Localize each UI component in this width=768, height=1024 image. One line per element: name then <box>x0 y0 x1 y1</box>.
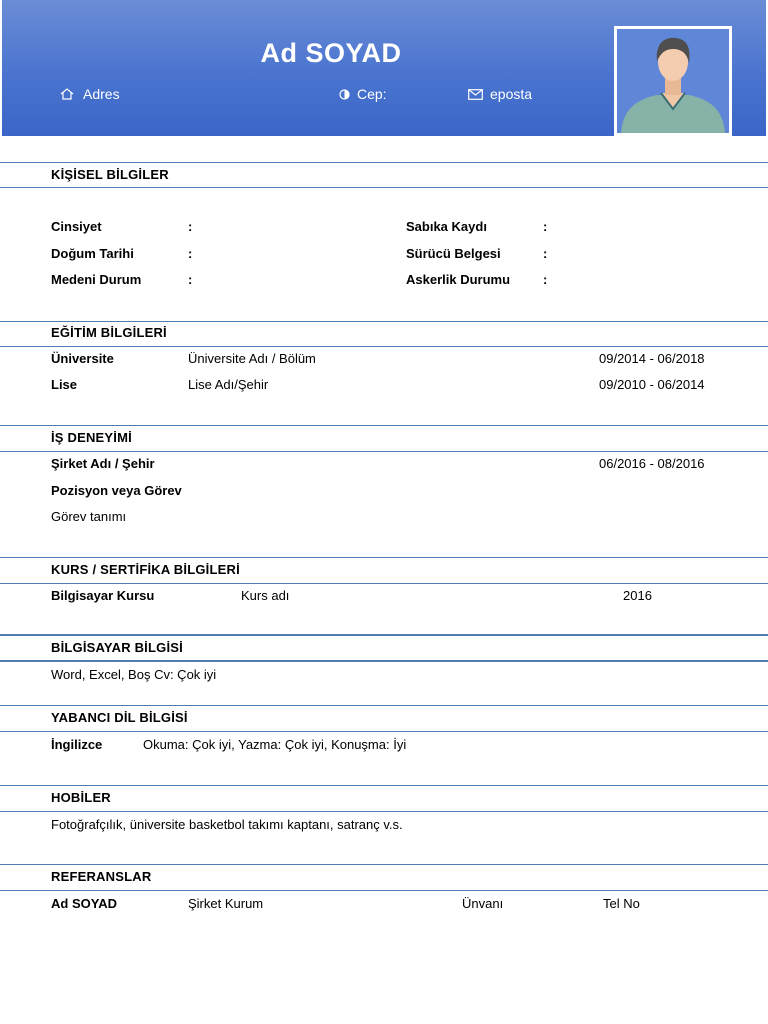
course-year: 2016 <box>623 588 652 603</box>
experience-description: Görev tanımı <box>51 509 127 524</box>
reference-company: Şirket Kurum <box>188 896 264 911</box>
person-avatar-icon <box>617 29 729 133</box>
person-name: Ad SOYAD <box>260 38 402 68</box>
colon: : <box>543 246 548 261</box>
language-name: İngilizce <box>51 737 103 752</box>
divider <box>0 321 768 322</box>
education-level: Üniversite <box>51 351 114 366</box>
experience-dates: 06/2016 - 08/2016 <box>599 456 705 471</box>
section-title-courses: KURS / SERTİFİKA BİLGİLERİ <box>51 562 240 577</box>
reference-name: Ad SOYAD <box>51 896 117 911</box>
label-gender: Cinsiyet <box>51 219 102 234</box>
reference-role: Ünvanı <box>462 896 504 911</box>
home-icon <box>60 88 76 100</box>
label-criminal-record: Sabıka Kaydı <box>406 219 487 234</box>
education-school: Üniversite Adı / Bölüm <box>188 351 316 366</box>
divider <box>0 557 768 558</box>
section-title-hobbies: HOBİLER <box>51 790 111 805</box>
divider <box>0 864 768 865</box>
language-levels: Okuma: Çok iyi, Yazma: Çok iyi, Konuşma: İyi <box>143 737 407 752</box>
divider <box>0 425 768 426</box>
experience-position: Pozisyon veya Görev <box>51 483 182 498</box>
phone-icon <box>339 89 350 100</box>
course-name: Bilgisayar Kursu <box>51 588 155 603</box>
divider <box>0 660 768 662</box>
email-contact <box>468 86 532 102</box>
divider <box>0 731 768 732</box>
phone-label: Cep: <box>357 86 387 102</box>
reference-phone: Tel No <box>603 896 640 911</box>
divider <box>0 187 768 188</box>
divider <box>0 890 768 891</box>
education-school: Lise Adı/Şehir <box>188 377 269 392</box>
colon: : <box>188 246 193 261</box>
experience-company: Şirket Adı / Şehir <box>51 456 155 471</box>
section-title-references: REFERANSLAR <box>51 869 152 884</box>
divider <box>0 346 768 347</box>
label-driving-license: Sürücü Belgesi <box>406 246 501 261</box>
divider <box>0 811 768 812</box>
profile-photo <box>614 26 732 136</box>
divider <box>0 451 768 452</box>
envelope-icon <box>468 89 483 100</box>
label-marital-status: Medeni Durum <box>51 272 142 287</box>
label-military-status: Askerlik Durumu <box>406 272 511 287</box>
section-title-personal: KİŞİSEL BİLGİLER <box>51 167 169 182</box>
address-contact <box>60 86 120 102</box>
phone-contact <box>339 86 387 102</box>
colon: : <box>188 272 193 287</box>
section-title-language: YABANCI DİL BİLGİSİ <box>51 710 188 725</box>
section-title-computer: BİLGİSAYAR BİLGİSİ <box>51 640 183 655</box>
colon: : <box>188 219 193 234</box>
colon: : <box>543 219 548 234</box>
hobbies-text: Fotoğrafçılık, üniversite basketbol takımı kaptanı, satranç v.s. <box>51 817 403 832</box>
education-level: Lise <box>51 377 78 392</box>
divider <box>0 162 768 163</box>
section-title-experience: İŞ DENEYİMİ <box>51 430 132 445</box>
divider <box>0 785 768 786</box>
computer-skills: Word, Excel, Boş Cv: Çok iyi <box>51 667 217 682</box>
course-detail: Kurs adı <box>241 588 290 603</box>
header-banner <box>2 0 766 136</box>
colon: : <box>543 272 548 287</box>
education-dates: 09/2010 - 06/2014 <box>599 377 705 392</box>
divider <box>0 583 768 584</box>
email-label: eposta <box>490 86 533 102</box>
section-title-education: EĞİTİM BİLGİLERİ <box>51 325 167 340</box>
address-label: Adres <box>83 86 120 102</box>
education-dates: 09/2014 - 06/2018 <box>599 351 705 366</box>
label-birthdate: Doğum Tarihi <box>51 246 134 261</box>
divider <box>0 634 768 636</box>
divider <box>0 705 768 706</box>
